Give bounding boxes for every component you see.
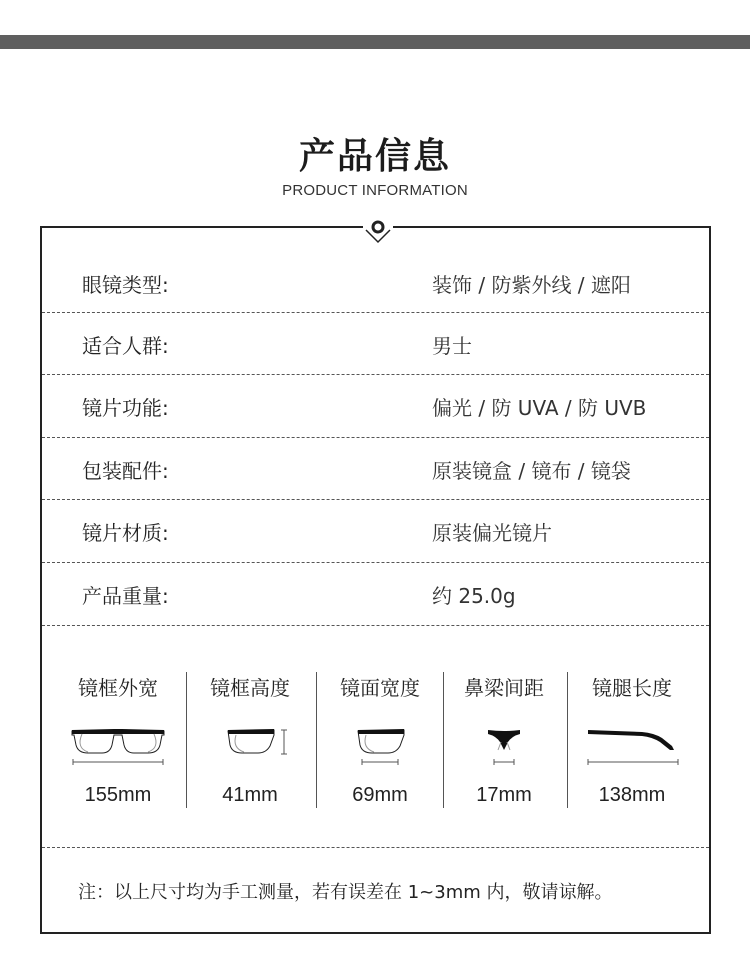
dimension-frame-height <box>186 660 314 810</box>
spec-value: 男士 <box>432 333 472 358</box>
top-bar <box>0 35 750 49</box>
dimension-bridge <box>440 660 568 810</box>
dimension-value: 155mm <box>84 784 152 806</box>
dimension-lens-width <box>316 660 444 810</box>
spec-label: 包装配件: <box>82 458 169 483</box>
dimensions-panel <box>42 660 709 810</box>
lens-width-icon <box>330 720 430 770</box>
lens-height-icon <box>200 720 300 770</box>
spec-label: 镜片功能: <box>82 395 169 420</box>
spec-value: 原装镜盒 / 镜布 / 镜袋 <box>432 458 631 483</box>
glasses-front-width-icon <box>68 720 168 770</box>
divider <box>42 625 709 626</box>
page-title: 产品信息 <box>298 136 451 177</box>
dimension-value: 138mm <box>598 784 666 806</box>
dimension-temple <box>568 660 696 810</box>
dimension-frame-width <box>54 660 182 810</box>
spec-row-audience <box>42 313 709 375</box>
temple-length-icon <box>582 720 682 770</box>
spec-label: 眼镜类型: <box>82 272 169 297</box>
dimension-label: 镜腿长度 <box>592 676 672 700</box>
dimension-label: 镜框外宽 <box>78 676 158 700</box>
spec-label: 产品重量: <box>82 583 169 608</box>
bridge-width-icon <box>454 720 554 770</box>
spec-row-function <box>42 375 709 437</box>
divider <box>42 847 709 848</box>
dimension-value: 69mm <box>352 784 408 806</box>
dimension-label: 镜框高度 <box>210 676 290 700</box>
spec-row-weight <box>42 563 709 625</box>
dimension-value: 41mm <box>222 784 278 806</box>
spec-row-type <box>42 252 709 314</box>
dimension-value: 17mm <box>476 784 532 806</box>
spec-value: 原装偏光镜片 <box>432 520 552 545</box>
dimension-label: 镜面宽度 <box>340 676 420 700</box>
spec-label: 适合人群: <box>82 333 169 358</box>
spec-value: 偏光 / 防 UVA / 防 UVB <box>432 395 647 420</box>
dimension-label: 鼻梁间距 <box>464 676 544 700</box>
page-subtitle: PRODUCT INFORMATION <box>282 182 468 199</box>
pin-chevron-icon <box>363 218 393 248</box>
spec-row-material <box>42 500 709 562</box>
spec-row-accessories <box>42 438 709 500</box>
spec-value: 装饰 / 防紫外线 / 遮阳 <box>432 272 631 297</box>
spec-value: 约 25.0g <box>432 583 516 608</box>
measurement-note: 注：以上尺寸均为手工测量，若有误差在 1~3mm 内，敬请谅解。 <box>78 882 613 903</box>
spec-label: 镜片材质: <box>82 520 169 545</box>
